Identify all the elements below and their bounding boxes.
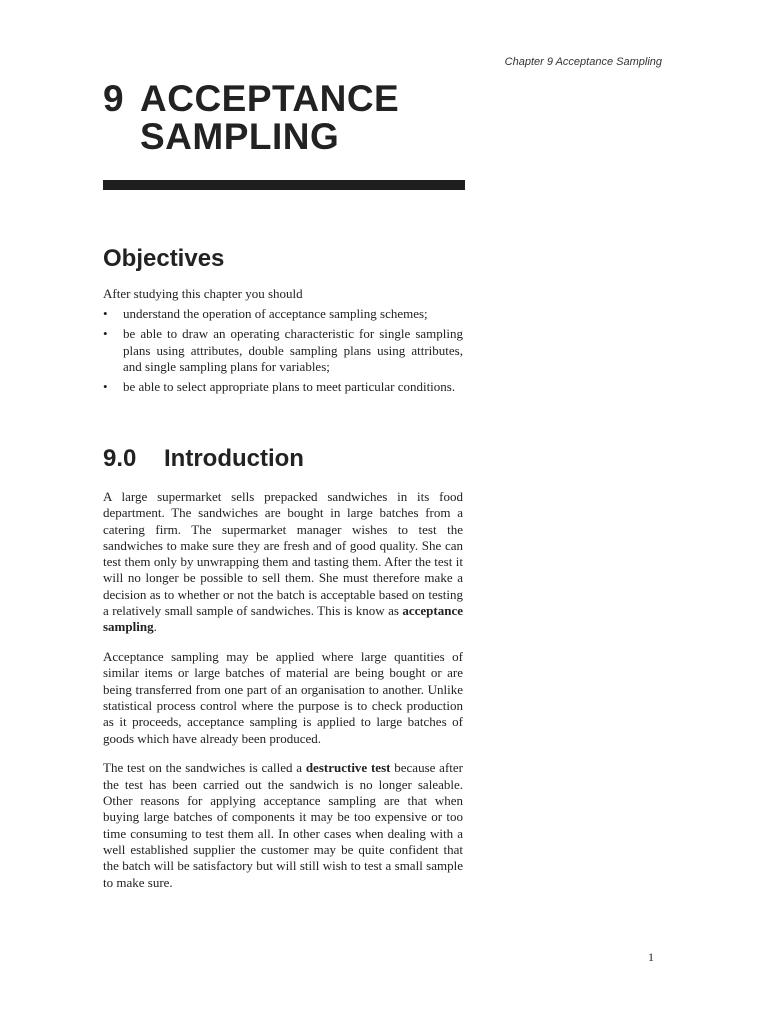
- objective-item: [103, 306, 463, 322]
- chapter-title: [103, 80, 399, 156]
- chapter-title-text1: ACCEPTANCE: [140, 78, 400, 119]
- title-rule: [103, 180, 465, 190]
- introduction-body: [103, 489, 463, 904]
- paragraph-2: Acceptance sampling may be applied where large quantities of similar items or large batches of material are being bought or are being transferred from one part of an organisation to another. Unlike statistical process control where the purpose is to check production as it proceeds, acceptance sampling is applied to large batches of goods which have already been produced.: [103, 649, 463, 746]
- paragraph-3-text: because after the test has been carried out the sandwich is no longer saleable. Other reasons for applying acceptance sampling are that when buying large batches of components it may be too expensive or too time consuming to test them all. In other cases when dealing with a well established supplier the customer may be quite confident that the batch will be satisfactory but will still wish to test a small sample to make sure.: [103, 760, 463, 890]
- objectives-intro: After studying this chapter you should: [103, 286, 303, 301]
- section-number: 9.0: [103, 445, 137, 472]
- bullet-icon: •: [103, 379, 108, 395]
- chapter-number: 9: [103, 78, 125, 119]
- objectives-heading: Objectives: [103, 245, 225, 272]
- introduction-heading: [103, 444, 304, 474]
- objective-item: [103, 326, 463, 375]
- section-title: Introduction: [164, 445, 304, 472]
- bullet-icon: •: [103, 306, 108, 321]
- paragraph-3-start: The test on the sandwiches is called a: [103, 760, 306, 776]
- page-number: 1: [648, 950, 654, 964]
- term-destructive-test: destructive test: [305, 760, 391, 776]
- paragraph-1-end: .: [153, 619, 157, 635]
- objectives-list: [103, 306, 463, 399]
- paragraph-1: [103, 489, 463, 636]
- running-header: Chapter 9 Acceptance Sampling: [504, 56, 662, 68]
- objective-text: understand the operation of acceptance sampling schemes;: [123, 306, 428, 321]
- objective-text: be able to select appropriate plans to meet particular conditions.: [123, 379, 456, 395]
- chapter-title-line2: SAMPLING: [140, 116, 340, 157]
- bullet-icon: •: [103, 326, 108, 342]
- term-acceptance-sampling: acceptance sampling: [103, 603, 463, 635]
- chapter-title-line1: [103, 80, 399, 118]
- paragraph-3: [103, 760, 463, 890]
- objective-item: [103, 379, 463, 395]
- objective-text: be able to draw an operating characteristic for single sampling plans using attributes, double sampling plans using attributes, and single sampling plans for variables;: [123, 326, 463, 374]
- paragraph-1-text: A large supermarket sells prepacked sandwiches in its food department. The sandwiches are bought in large batches from a catering firm. The supermarket manager wishes to test the sandwiches to make sure they are fresh and of good quality. She can test them only by unwrapping them and tasting them. After the test it will no longer be possible to sell them. She must therefore make a decision as to whether or not the batch is acceptable based on testing a relatively small sample of sandwiches. This is know as: [103, 489, 463, 619]
